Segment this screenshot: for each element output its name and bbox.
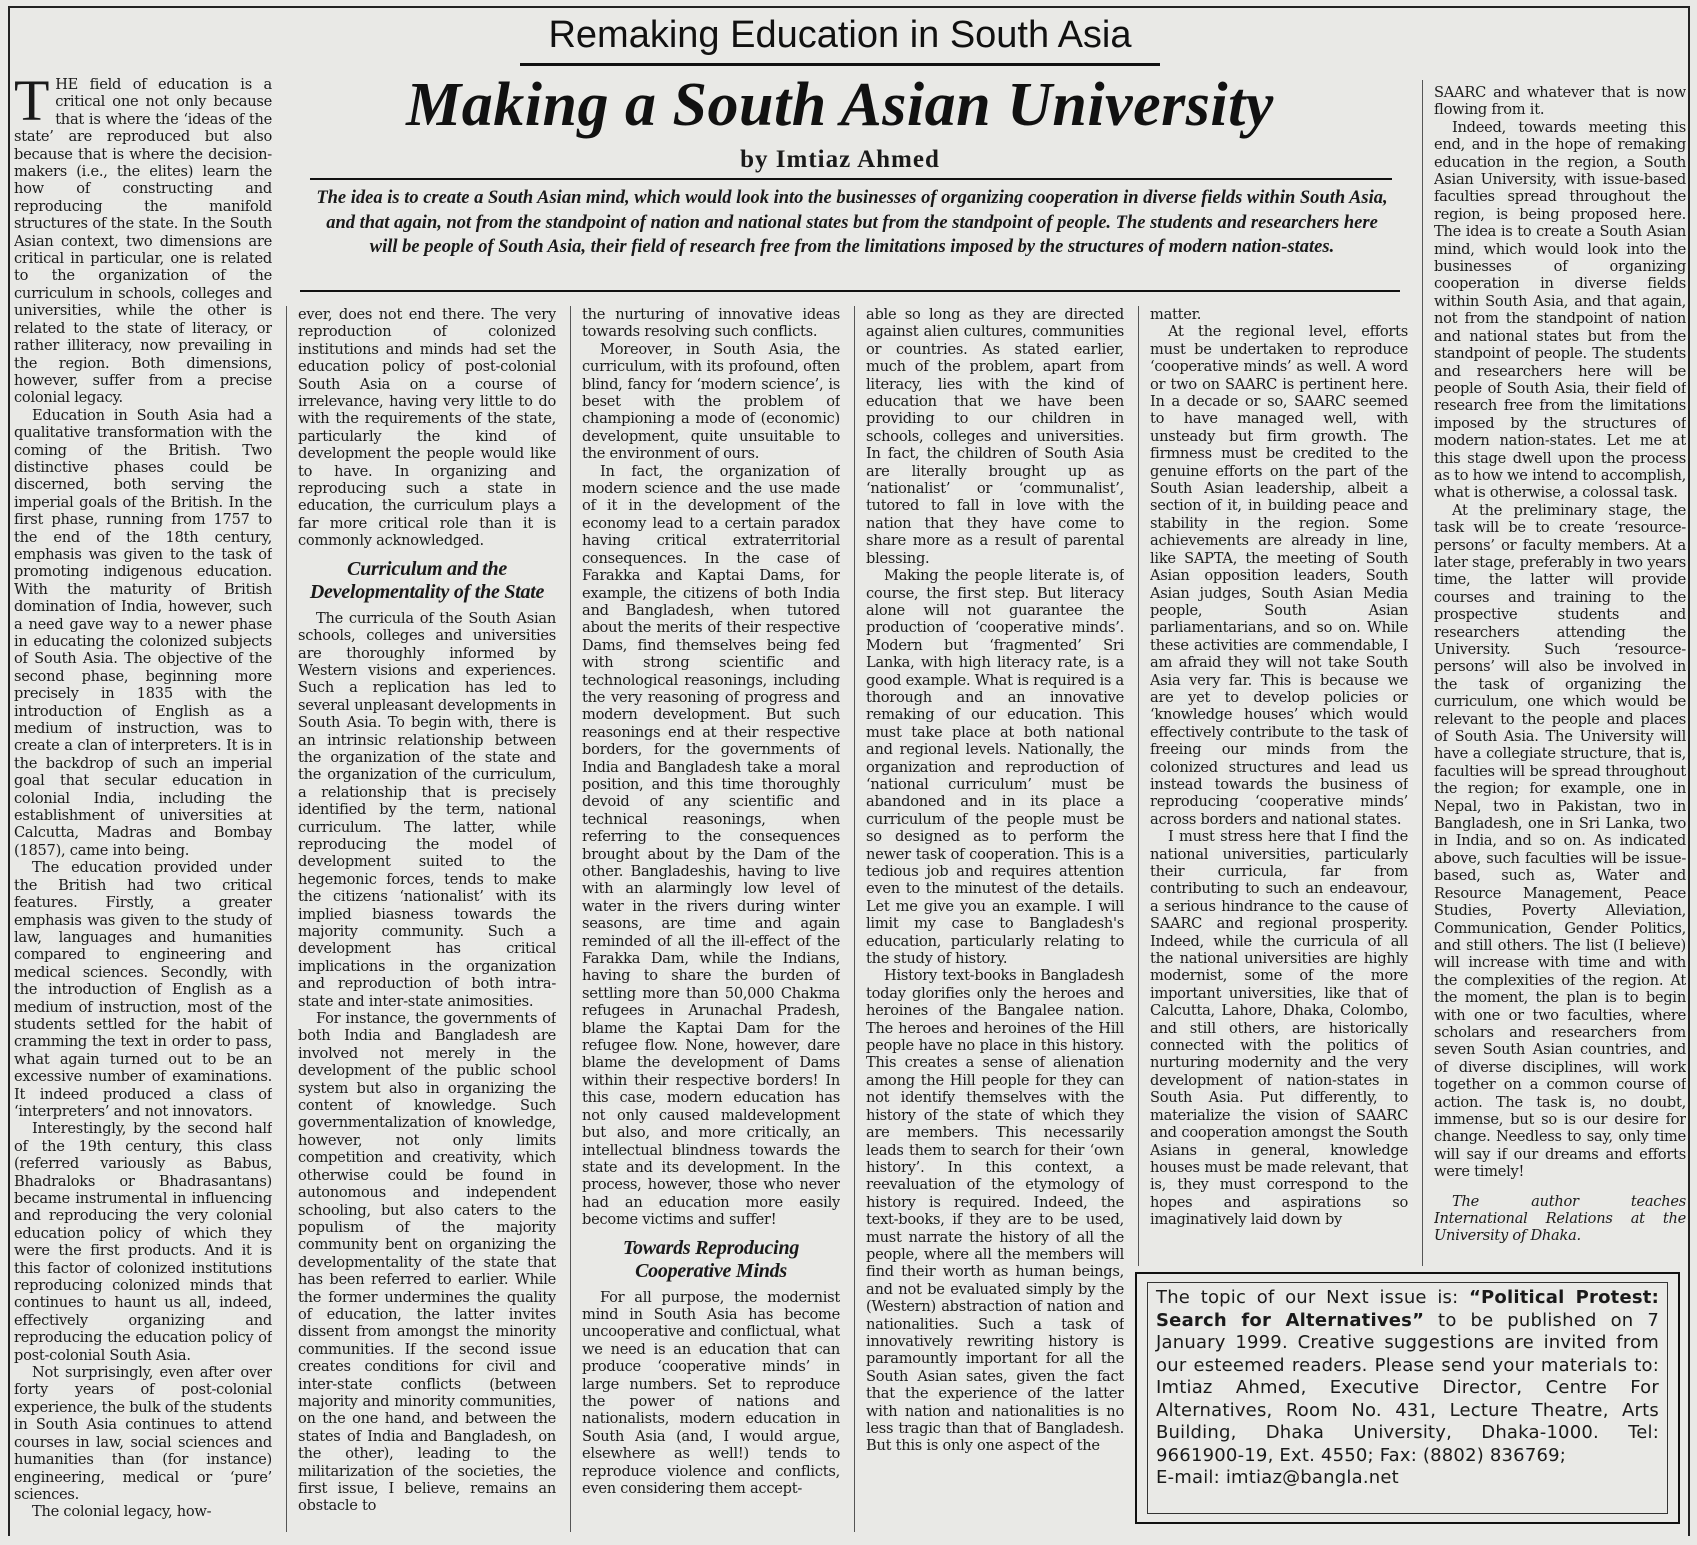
notice-body: to be published on 7 January 1999. Creative suggestions are invited from our esteemed readers. Please send your materials to: Imtiaz Ahmed, Executive Director, Centre For Alternatives, Room No. 431, Lecture Theatre, Arts Building, Dhaka University, Dhaka-1000. Tel: 9661900-19, Ext. 4550; Fax: (8802) 836769; <box>1156 1309 1659 1466</box>
article-column-6 <box>1434 84 1686 1266</box>
article-paragraph: the nurturing of innovative ideas towards resolving such conflicts. <box>582 306 840 341</box>
article-paragraph: The education provided under the British had two critical features. Firstly, a greater emphasis was given to the study of law, languages and humanities compared to engineering and medical sciences. Secondly, with the introduction of English as a medium of instruction, most of the students settled for the habit of cramming the text in order to pass, what again turned out to be an excessive number of examinations. It indeed produced a class of ‘interpreters’ and not innovators. <box>14 859 272 1120</box>
column-divider <box>570 306 571 1532</box>
article-column-2 <box>298 306 556 1538</box>
headline: Making a South Asian University <box>406 71 1274 139</box>
article-paragraph: matter. <box>1150 306 1202 323</box>
section-title: Remaking Education in South Asia <box>548 14 1132 56</box>
deck-rule <box>300 290 1400 292</box>
notice-email: E-mail: imtiaz@bangla.net <box>1156 1467 1399 1488</box>
article-paragraph: Education in South Asia had a qualitative transformation with the coming of the British. Two distinctive phases could be discerned, both serving the imperial goals of the British. In the first phase, running from 1757 to the end of the 18th century, emphasis was given to the task of promoting indigenous education. With the maturity of British domination of India, however, such a need gave way to a newer phase in educating the colonized subjects of South Asia. The objective of the second phase, beginning more precisely in 1835 with the introduction of English as a medium of instruction, was to create a clan of interpreters. It is in the backdrop of such an imperial goal that secular education in colonial India, including the establishment of universities at Calcutta, Madras and Bombay (1857), came into being. <box>14 406 272 859</box>
article-paragraph: Moreover, in South Asia, the curriculum, with its profound, often blind, fancy for ‘modern science’, is beset with the problem of championing a mode of (economic) development, quite unsuitable to the environment of ours. <box>582 340 840 463</box>
article-paragraph: For instance, the governments of both India and Bangladesh are involved not merely in the development of the public school system but also in organizing the content of knowledge. Such governmentalization of knowledge, however, not only limits competition and creativity, which otherwise could be found in autonomous and independent schooling, but also caters to the populism of the majority community bent on organizing the developmentality of the state that has been referred to earlier. While the former undermines the quality of education, the latter invites dissent from amongst the minority communities. If the second issue creates conditions for civil and inter-state conflicts (between majority and minority communities, on the one hand, and between the states of India and Bangladesh, on the other), leading to the militarization of the societies, the first issue, I believe, remains an obstacle to <box>298 1010 556 1515</box>
column-divider <box>1138 306 1139 1266</box>
column-divider <box>1422 80 1423 1266</box>
article-paragraph: Not surprisingly, even after over forty years of post-colonial experience, the bulk of the students in South Asia continues to attend courses in law, social sciences and humanities than (for instance) engineering, medical or ‘pure’ sciences. <box>14 1364 272 1503</box>
subhead-cooperative-minds: Towards Reproducing Cooperative Minds <box>622 1236 800 1282</box>
article-column-4 <box>866 306 1124 1538</box>
article-paragraph: At the preliminary stage, the task will be to create ‘resource-persons’ or faculty members. At a later stage, preferably in two years time, the latter will provide courses and training to the prospective students and researchers attending the University. Such ‘resource-persons’ will also be involved in the task of organizing the curriculum, one which would be relevant to the people and places of South Asia. The University will have a collegiate structure, that is, faculties will be spread throughout the region; for example, one in Nepal, two in Pakistan, two in Bangladesh, one in Sri Lanka, two in India, and so on. As indicated above, such faculties will be issue-based, such as, Water and Resource Management, Peace Studies, Poverty Alleviation, Communication, Gender Politics, and still others. The list (I believe) will increase with time and with the complexities of the region. At the moment, the plan is to begin with one or two faculties, where scholars and researchers from seven South Asian countries, and of diverse disciplines, will work together on a common course of action. The task is, no doubt, immense, but so is our desire for change. Needless to say, only time will say if our dreams and efforts were timely! <box>1434 501 1686 1181</box>
column-divider <box>854 306 855 1532</box>
article-paragraph: Interestingly, by the second half of the 19th century, this class (referred variously as Babus, Bhadraloks or Bhadrasantans) became instrumental in influencing and reproducing the very colonial education policy of which they were the first products. And it is this factor of colonized institutions reproducing colonized minds that continues to haunt us all, indeed, effectively organizing and reproducing the education policy of post-colonial South Asia. <box>14 1120 272 1364</box>
article-paragraph: For all purpose, the modernist mind in South Asia has become uncooperative and conflictual, what we need is an education that can produce ‘cooperative minds’ in large numbers. Set to reproduce the power of nations and nationalists, modern education in South Asia (and, I would argue, elsewhere as well!) tends to reproduce violence and conflicts, even considering them accept- <box>582 1288 840 1497</box>
byline: by Imtiaz Ahmed <box>740 146 940 173</box>
article-paragraph: THE field of education is a critical one not only because that is where the ‘ideas of the state’ are reproduced but also because that is where the decision-makers (i.e., the elites) learn the how of constructing and reproducing the manifold structures of the state. In the South Asian context, two dimensions are critical in particular, one is related to the organization of the curriculum in schools, colleges and universities, while the other is related to the state of literacy, or rather illiteracy, now prevailing in the region. Both dimensions, however, suffer from a precise colonial legacy. <box>14 76 272 407</box>
frame-top-rule <box>8 6 1688 8</box>
notice-lead: The topic of our Next issue is: <box>1156 1287 1469 1308</box>
column-divider <box>286 306 287 1532</box>
article-paragraph: able so long as they are directed against alien cultures, communities or countries. As stated earlier, much of the problem, apart from literacy, lies with the kind of education that we have been providing to our children in schools, colleges and universities. In fact, the children of South Asia are literally brought up as ‘nationalist’ or ‘communalist’, tutored to fall in love with the nation that they have come to share more as a result of parental blessing. <box>866 306 1124 567</box>
deck: The idea is to create a South Asian mind, which would look into the businesses of organizing cooperation in diverse fields within South Asia, and that again, not from the standpoint of nation and national states but from the standpoint of people. The students and researchers here will be people of South Asia, their field of research free from the limitations imposed by the structures of modern nation-states. <box>316 188 1388 257</box>
article-paragraph: The curricula of the South Asian schools, colleges and universities are thoroughly informed by Western visions and experiences. Such a replication has led to several unpleasant developments in South Asia. To begin with, there is an intrinsic relationship between the organization of the state and the organization of the curriculum, a relationship that is precisely identified by the term, national curriculum. The latter, while reproducing the model of development suited to the hegemonic forces, tends to make the citizens ‘nationalist’ with its implied biasness towards the majority community. Such a development has critical implications in the organization and reproduction of both intra-state and inter-state animosities. <box>298 609 556 1010</box>
article-paragraph: ever, does not end there. The very reproduction of colonized institutions and minds had set the education policy of post-colonial South Asia on a course of irrelevance, having very little to do with the requirements of the state, particularly the kind of development the people would like to have. In organizing and reproducing such a state in education, the curriculum plays a far more critical role than it is commonly acknowledged. <box>298 306 556 550</box>
next-issue-notice <box>1135 1272 1680 1524</box>
drop-cap: T <box>14 76 50 133</box>
next-issue-notice-text <box>1147 1282 1668 1514</box>
article-column-5 <box>1150 306 1408 1264</box>
article-paragraph: Indeed, towards meeting this end, and in the hope of remaking education in the region, a South Asian University, with issue-based faculties spread throughout the region, is being proposed here. The idea is to create a South Asian mind, which would look into the businesses of organizing cooperation in diverse fields within South Asia, and that again, not from the standpoint of nation and national states but from the standpoint of people. The students and researchers here will be people of South Asia, their field of research free from the limitations imposed by the structures of modern nation-states. Let me at this stage dwell upon the process as to how we intend to accomplish, what is otherwise, a colossal task. <box>1434 118 1686 502</box>
article-column-1 <box>14 76 272 1538</box>
frame-right-rule <box>1688 6 1690 1536</box>
article-paragraph: The colonial legacy, how- <box>32 1503 212 1521</box>
article-paragraph: Making the people literate is, of course, the first step. But literacy alone will not guarantee the production of ‘cooperative minds’. Modern but ‘fragmented’ Sri Lanka, with high literacy rate, is a good example. What is required is a thorough and an innovative remaking of our education. This must take place at both national and regional levels. Nationally, the organization and reproduction of ‘national curriculum’ must be abandoned and in its place a curriculum of the people must be so designed as to perform the newer task of cooperation. This is a tedious job and requires attention even to the minutest of the details. Let me give you an example. I will limit my case to Bangladesh's education, particularly relating to the study of history. <box>866 567 1124 968</box>
article-column-3 <box>582 306 840 1538</box>
article-paragraph: SAARC and whatever that is now flowing from it. <box>1434 84 1686 119</box>
article-paragraph: In fact, the organization of modern science and the use made of it in the development of the economy lead to a certain paradox having critical extraterritorial consequences. In the case of Farakka and Kaptai Dams, for example, the citizens of both India and Bangladesh, when tutored about the merits of their respective Dams, find themselves being fed with strong scientific and technological reasonings, including the very reasoning of progress and modern development. But such reasonings end at their respective borders, for the governments of India and Bangladesh take a moral position, and this time thoroughly devoid of any scientific and technical reasonings, when referring to the consequences brought about by the Dam of the other. Bangladeshis, having to live with an alarmingly low level of water in the rivers during winter seasons, are time and again reminded of all the ill-effect of the Farakka Dam, while the Indians, having to share the burden of settling more than 50,000 Chakma refugees in Arunachal Pradesh, blame the Kaptai Dam for the refugee flow. None, however, dare blame the development of Dams within their respective borders! In this case, modern education has not only caused maldevelopment but also, and more critically, an intellectual blindness towards the state and its development. In the process, however, those who never had an education more easily become victims and suffer! <box>582 462 840 1229</box>
author-credit: The author teaches International Relations at the University of Dhaka. <box>1434 1192 1686 1245</box>
subhead-curriculum: Curriculum and the Developmentality of the State <box>309 557 545 603</box>
section-title-rule <box>520 63 1160 66</box>
article-paragraph: History text-books in Bangladesh today glorifies only the heroes and heroines of the Bangalee nation. The heroes and heroines of the Hill people have no place in this history. This creates a sense of alienation among the Hill people for they can not identify themselves with the history of the state of which they are members. This necessarily leads them to search for their ‘own history’. In this context, a reevaluation of the etymology of history is required. Indeed, the text-books, if they are to be used, must narrate the history of all the people, where all the members will find their worth as human beings, and not be evaluated simply by the (Western) abstraction of nation and nationalities. Such a task of innovatively rewriting history is paramountly important for all the South Asian sates, given the fact that the experience of the latter with nation and nationalities is no less tragic than that of Bangladesh. But this is only one aspect of the <box>866 967 1124 1455</box>
article-paragraph: I must stress here that I find the national universities, particularly their curricula, far from contributing to such an endeavour, a serious hindrance to the cause of SAARC and regional prosperity. Indeed, while the curricula of all the national universities are highly modernist, some of the more important universities, like that of Calcutta, Lahore, Dhaka, Colombo, and still others, are historically connected with the politics of nurturing modernity and the very development of nation-states in South Asia. Put differently, to materialize the vision of SAARC and cooperation amongst the South Asians in general, knowledge houses must be made relevant, that is, they must correspond to the hopes and aspirations so imaginatively laid down by <box>1150 828 1408 1229</box>
article-paragraph: At the regional level, efforts must be undertaken to reproduce ‘cooperative minds’ as well. A word or two on SAARC is pertinent here. In a decade or so, SAARC seemed to have managed well, with unsteady but firm growth. The firmness must be credited to the genuine efforts on the part of the South Asian leadership, albeit a section of it, in building peace and stability in the region. Some achievements are already in line, like SAPTA, the meeting of South Asian opposition leaders, South Asian judges, South Asian Media people, South Asian parliamentarians, and so on. While these activities are commendable, I am afraid they will not take South Asia very far. This is because we are yet to develop policies or ‘knowledge houses’ which would effectively contribute to the task of freeing our minds from the colonized structures and lead us instead towards the business of reproducing ‘cooperative minds’ across borders and national states. <box>1150 323 1408 828</box>
frame-left-rule <box>8 6 10 1536</box>
notice-topic: “Political Protest: Search for Alternatives” <box>1156 1287 1660 1331</box>
byline-rule <box>310 178 1392 180</box>
